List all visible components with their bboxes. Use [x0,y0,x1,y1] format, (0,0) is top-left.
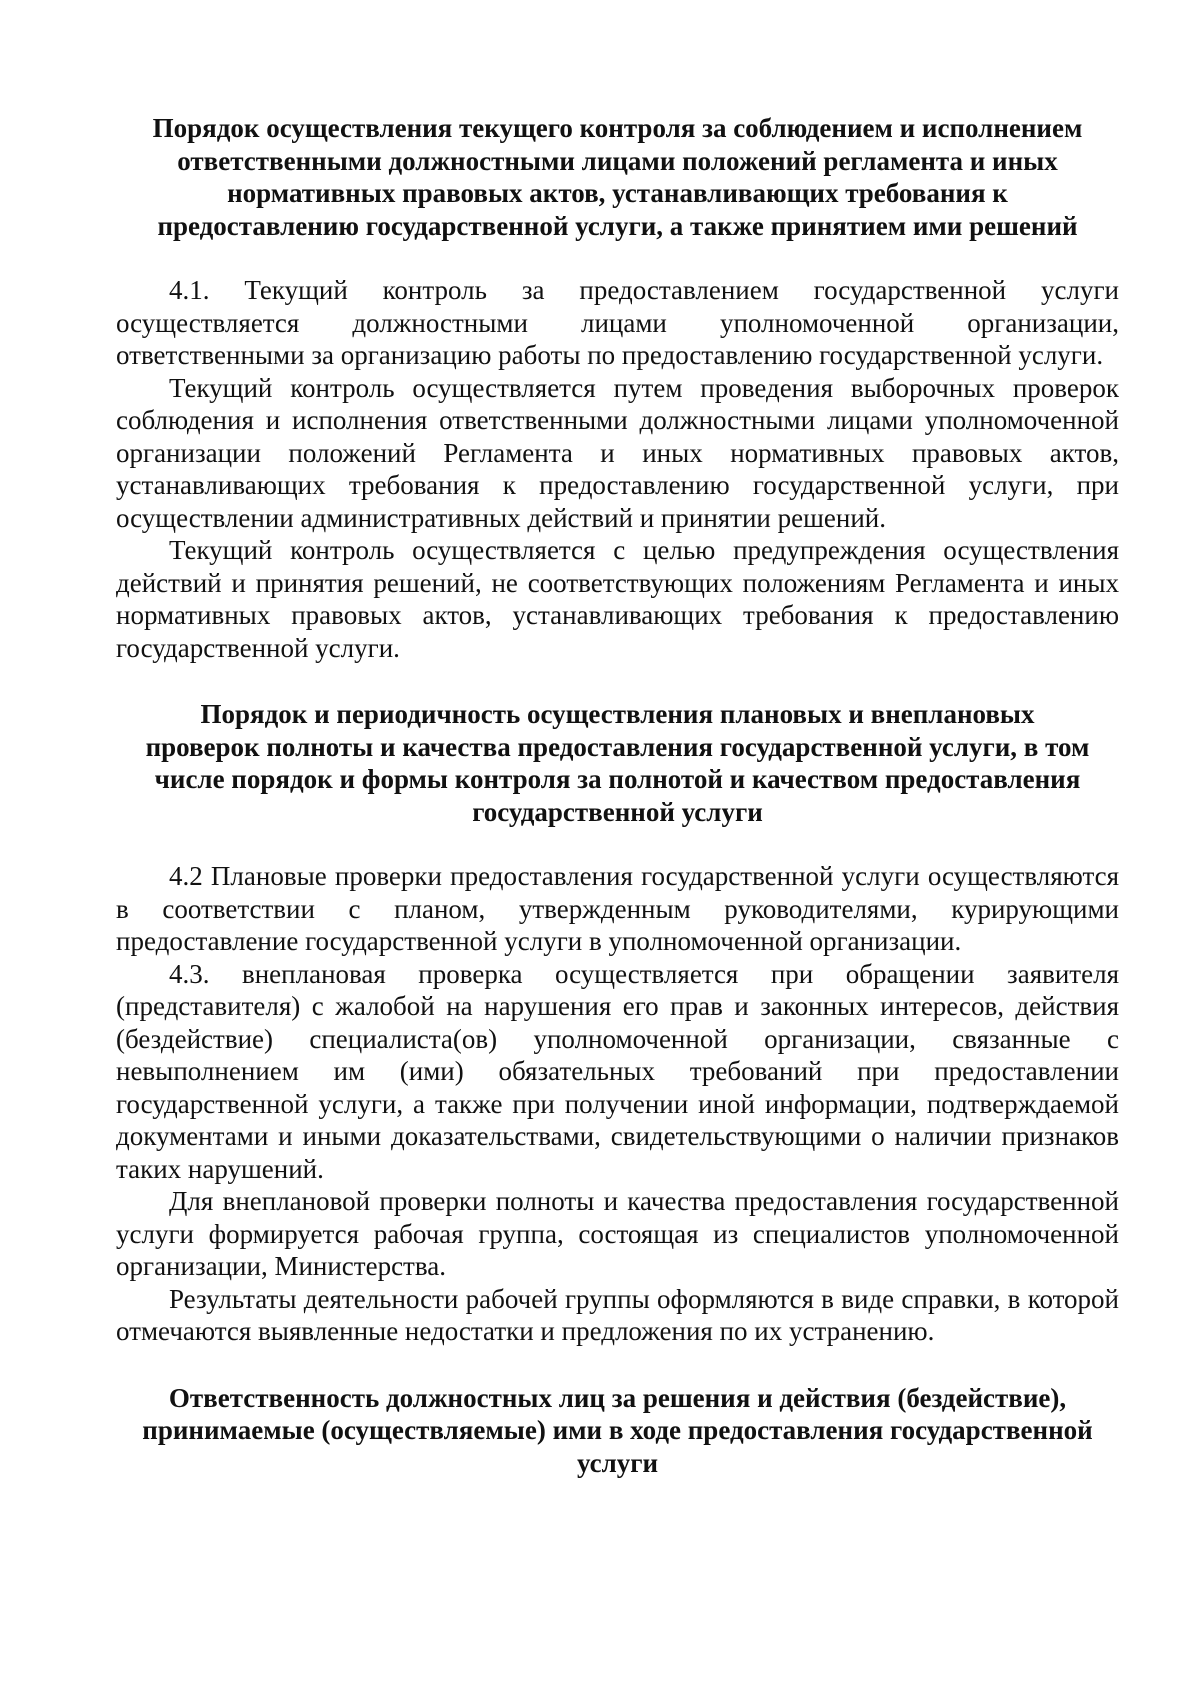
spacer [116,828,1119,860]
heading-line: проверок полноты и качества предоставления государственной услуги, в том [145,731,1090,762]
spacer [116,242,1119,274]
heading-line: предоставлению государственной услуги, а также принятием ими решений [157,210,1078,241]
section-heading-current-control [116,112,1119,242]
heading-line: государственной услуги [472,796,763,827]
heading-line: нормативных правовых актов, устанавливающих требования к [227,178,1008,208]
heading-line: Порядок и периодичность осуществления плановых и внеплановых [200,699,1035,729]
heading-line: принимаемые (осуществляемые) ими в ходе предоставления государственной [142,1415,1093,1445]
paragraph-4-1: 4.1. Текущий контроль за предоставлением государственной услуги осуществляется должностными лицами уполномоченной организации, ответственными за организацию работы по предоставлению государственной услуги. [116,275,1119,370]
paragraph: Текущий контроль осуществляется путем проведения выборочных проверок соблюдения и исполнения ответственными должностными лицами уполномоченной организации положений Регламента и иных нормативных правовых актов, устанавливающих требования к предоставлению государственной услуги, при осуществлении административных действий и принятии решений. [116,372,1119,533]
paragraph-4-3: 4.3. внеплановая проверка осуществляется при обращении заявителя (представителя) с жалобой на нарушения его прав и законных интересов, действия (бездействие) специалиста(ов) уполномоченной организации, связанные с невыполнением им (ими) обязательных требований при предоставлении государственной услуги, а также при получении иной информации, подтверждаемой документами и иными доказательствами, свидетельствующими о наличии признаков таких нарушений. [116,958,1119,1184]
paragraph-4-2: 4.2 Плановые проверки предоставления государственной услуги осуществляются в соответствии с планом, утвержденным руководителями, курирующими предоставление государственной услуги в уполномоченной организации. [116,861,1119,956]
paragraph: Текущий контроль осуществляется с целью предупреждения осуществления действий и принятия решений, не соответствующих положениям Регламента и иных нормативных правовых актов, устанавливающих требования к предоставлению государственной услуги. [116,535,1119,663]
heading-line: услуги [576,1447,659,1478]
spacer [116,1348,1119,1382]
document-body [116,112,1119,1479]
heading-line: ответственными должностными лицами положений регламента и иных [177,145,1058,176]
paragraph: Результаты деятельности рабочей группы оформляются в виде справки, в которой отмечаются выявленные недостатки и предложения по их устранению. [116,1283,1119,1346]
heading-line: Ответственность должностных лиц за решения и действия (бездействие), [168,1382,1067,1413]
paragraph: Для внеплановой проверки полноты и качества предоставления государственной услуги формируется рабочая группа, состоящая из специалистов уполномоченной организации, Министерства. [116,1186,1119,1281]
section-heading-responsibility [116,1382,1119,1480]
heading-line: Порядок осуществления текущего контроля за соблюдением и исполнением [152,113,1083,143]
section-heading-inspections [116,698,1119,828]
spacer [116,664,1119,698]
heading-line: числе порядок и формы контроля за полнотой и качеством предоставления [154,764,1081,794]
